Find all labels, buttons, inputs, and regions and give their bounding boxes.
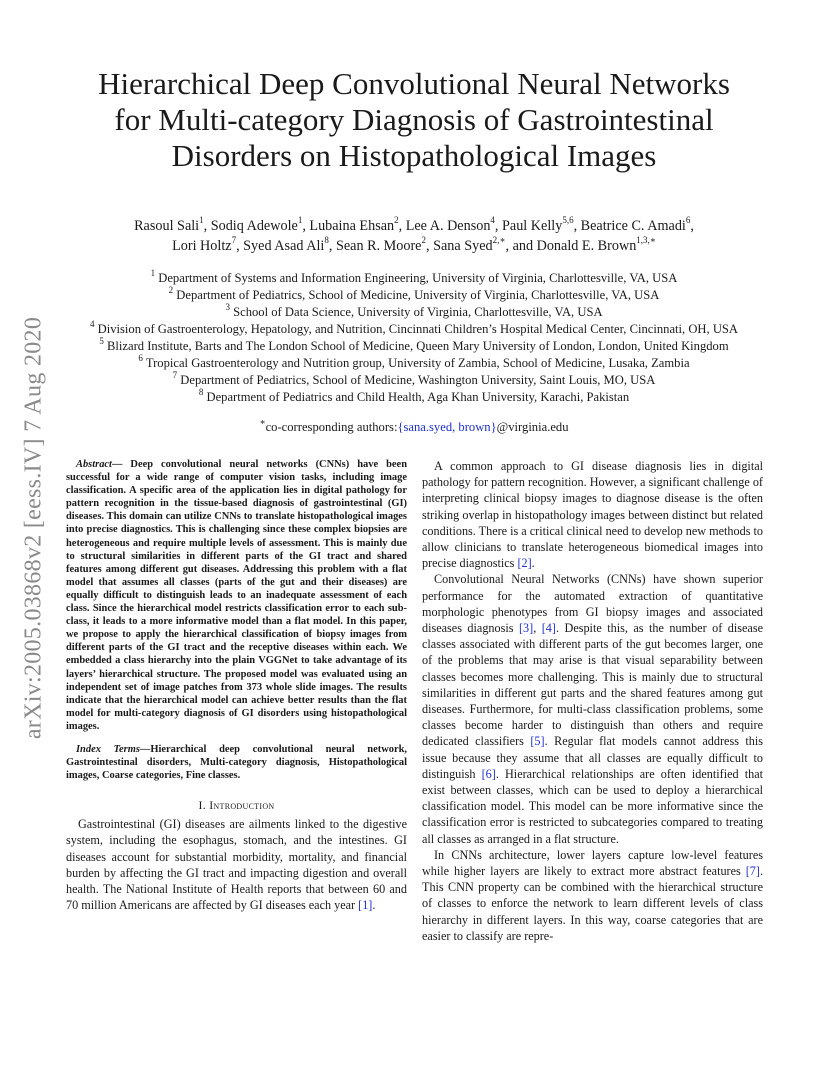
- paragraph-text: Gastrointestinal (GI) diseases are ailments linked to the digestive system, including the esophagus, stomach, and the intestines. GI diseases account for substantial morbidity, mortality, and financial burden by affecting the GI tract and impacting digestion and overall health. The National Institute of Health reports that between 60 and 70 million Americans are affected by GI diseases each year: [66, 817, 407, 913]
- paragraph-text: A common approach to GI disease diagnosis lies in digital pathology for pattern recognition. However, a significant challenge of interpreting clinical biopsy images to diagnose disease is the often striking overlap in histopathology images between distinct but related conditions. There is a critical clinical need to develop new methods to allow clinicians to translate heterogeneous biomedical images into precise diagnostics: [422, 459, 763, 571]
- paragraph-text: . This CNN property can be combined with the hierarchical structure of classes to enforce the network to learn different levels of class hierarchy in different layers. In this way, coarse categories that are easier to classify are repre-: [422, 864, 763, 943]
- affiliation-marker: 1: [199, 215, 204, 226]
- citation-link[interactable]: [1]: [358, 898, 373, 913]
- arxiv-identifier[interactable]: arXiv:2005.03868v2 [eess.IV] 7 Aug 2020: [20, 316, 47, 740]
- email-link-syed[interactable]: sana.syed: [403, 420, 453, 434]
- corresponding-label: co-corresponding authors:: [265, 420, 398, 434]
- paragraph-text: . Despite this, as the number of disease classes associated with different parts of the gut becomes larger, one of the problems that may arise is that visual separability between classes becomes more challenging. This is mainly due to structural similarities in different gut parts and the shared features among gut diseases. Furthermore, for multi-class classification problems, some classes become harder to distinguish than others and require dedicated classifiers: [422, 621, 763, 749]
- author-name: Sodiq Adewole: [210, 218, 298, 234]
- affiliation-item: [40, 318, 788, 338]
- abstract-text: — Deep convolutional neural networks (CNNs) have been successful for a wide range of computer vision tasks, including image classification. A specific area of the application lies in digital pathology for pattern recognition in the tissue-based diagnosis of gastrointestinal (GI) diseases. This domain can utilize CNNs to translate histopathological images into precise diagnostics. This is challenging since these complex biopsies are heterogeneous and require multiple levels of assessment. This is mainly due to structural similarities in different parts of the GI tract and shared features among different gut diseases. Addressing this problem with a flat model that assumes all classes (parts of the gut and their diseases) are equally difficult to distinguish leads to an inadequate assessment of each class. Since the hierarchical model restricts classification error to each sub-class, it leads to a more informative model than a flat model. In this paper, we propose to apply the hierarchical classification of biopsy images from different parts of the GI tract and the receptive diseases within each. We embedded a class hierarchy into the plain VGGNet to take advantage of its layers’ hierarchical structure. The proposed model was evaluated using an independent set of image patches from 373 whole slide images. The results indicate that the hierarchical model can achieve better results than the flat model for multi-category diagnosis of GI disorders using histopathological images.: [66, 459, 407, 732]
- affiliation-number: 3: [225, 301, 230, 312]
- affiliation-item: [40, 284, 788, 304]
- affiliation-item: [40, 267, 788, 287]
- citation-link[interactable]: [7]: [745, 864, 760, 879]
- paragraph-text: ,: [533, 621, 542, 636]
- affiliation-text: Division of Gastroenterology, Hepatology, and Nutrition, Cincinnati Children’s Hospital Medical Center, Cincinnati, OH, USA: [97, 322, 739, 336]
- paragraph-text: In CNNs architecture, lower layers capture low-level features while higher layers are likely to extract more abstract features: [422, 847, 763, 879]
- author-line: Rasoul Sali$^1$, Sodiq Adewole$^1$, Lubaina Ehsan$^2$, Lee A. Denson$^4$, Paul Kelly$^{5,6}$, Beatrice C. Amadi$^6$,: [134, 215, 694, 234]
- affiliation-text: Department of Systems and Information Engineering, University of Virginia, Charlottesville, VA, USA: [158, 271, 678, 285]
- paragraph-text: .: [372, 898, 376, 913]
- affiliation-number: 2: [168, 284, 174, 295]
- author-name: Lee A. Denson: [405, 218, 491, 234]
- section-heading-introduction: [66, 798, 407, 813]
- index-terms: [66, 743, 407, 782]
- author-name: Sana Syed: [433, 238, 493, 254]
- affiliation-marker: 6: [685, 215, 691, 226]
- title-line: Hierarchical Deep Convolutional Neural Networks: [98, 66, 730, 101]
- affiliation-text: School of Data Science, University of Virginia, Charlottesville, VA, USA: [233, 305, 603, 319]
- affiliation-number: 6: [138, 352, 143, 363]
- email-link-brown[interactable]: brown: [458, 420, 491, 434]
- email-separator: ,: [452, 420, 459, 434]
- affiliation-number: 7: [172, 369, 178, 380]
- section-numeral: I.: [198, 798, 210, 813]
- affiliation-marker: 2: [421, 235, 426, 246]
- affiliation-item: [40, 369, 788, 389]
- affiliation-number: 5: [99, 335, 104, 346]
- author-name: Syed Asad Ali: [243, 238, 325, 254]
- affiliation-number: 4: [89, 318, 95, 329]
- body-paragraph: [422, 571, 763, 846]
- paragraph-text: . Regular flat models cannot address this issue because they assume that all classes are equally difficult to distinguish: [422, 734, 763, 781]
- affiliation-item: [40, 386, 788, 406]
- affiliation-text: Department of Pediatrics, School of Medicine, University of Virginia, Charlottesville, VA, USA: [176, 288, 660, 302]
- title-line: for Multi-category Diagnosis of Gastrointestinal: [114, 102, 714, 137]
- author-name: Lori Holtz: [172, 238, 232, 254]
- index-terms-label: Index Terms: [76, 743, 140, 755]
- author-line: Lori Holtz$^7$, Syed Asad Ali$^8$, Sean R. Moore$^2$, Sana Syed$^{2,∗}$, and Donald E. Brown$^{1,3,∗}$: [172, 235, 656, 254]
- affiliation-marker: 8: [324, 235, 329, 246]
- email-brace: }: [490, 420, 497, 434]
- corresponding-marker: ∗: [259, 416, 266, 427]
- affiliation-text: Blizard Institute, Barts and The London School of Medicine, Queen Mary University of London, London, United Kingdom: [107, 339, 729, 353]
- abstract: [66, 458, 407, 733]
- citation-link[interactable]: [5]: [530, 734, 545, 749]
- affiliation-number: 8: [198, 386, 204, 397]
- author-list: [80, 216, 748, 256]
- paragraph-text: Convolutional Neural Networks (CNNs) have shown superior performance for the automated extraction of quantitative morphologic phenotypes from GI biopsy images and associated diseases diagnosis: [422, 572, 763, 636]
- affiliation-marker: 2: [394, 215, 399, 226]
- intro-paragraph: [66, 816, 407, 913]
- affiliation-marker: 4: [490, 215, 495, 226]
- affiliation-text: Department of Pediatrics, School of Medicine, Washington University, Saint Louis, MO, USA: [180, 373, 656, 387]
- corresponding-authors: [60, 416, 768, 435]
- left-column: [66, 458, 407, 913]
- author-name: Sean R. Moore: [335, 238, 422, 254]
- author-name: Lubaina Ehsan: [309, 218, 395, 234]
- citation-link[interactable]: [4]: [541, 621, 556, 636]
- author-name: Paul Kelly: [502, 218, 563, 234]
- body-paragraph: [422, 847, 763, 944]
- affiliation-item: [40, 301, 788, 321]
- index-terms-text: —Hierarchical deep convolutional neural network, Gastrointestinal disorders, Multi-category diagnosis, Histopathological images, Coarse categories, Fine classes.: [66, 743, 408, 782]
- affiliation-item: [40, 335, 788, 355]
- affiliation-item: [40, 352, 788, 372]
- affiliation-marker: 2,∗: [492, 235, 506, 246]
- citation-link[interactable]: [3]: [518, 621, 534, 636]
- affiliation-marker: 1,3,∗: [636, 235, 656, 246]
- paragraph-text: .: [531, 556, 535, 571]
- author-name: Rasoul Sali: [134, 218, 200, 234]
- author-name: Beatrice C. Amadi: [580, 218, 686, 234]
- affiliation-text: Tropical Gastroenterology and Nutrition group, University of Zambia, School of Medicine, Lusaka, Zambia: [145, 356, 690, 370]
- affiliation-list: [40, 267, 788, 406]
- email-brace: {: [397, 420, 404, 434]
- abstract-label: Abstract: [76, 459, 112, 470]
- affiliation-marker: 5,6: [562, 215, 574, 226]
- body-paragraph: [422, 458, 763, 571]
- section-title: Introduction: [209, 798, 275, 813]
- affiliation-marker: 1: [297, 215, 303, 226]
- paper-title: [60, 66, 768, 174]
- affiliation-text: Department of Pediatrics and Child Health, Aga Khan University, Karachi, Pakistan: [206, 390, 630, 404]
- affiliation-marker: 7: [231, 235, 237, 246]
- citation-link[interactable]: [2]: [517, 556, 532, 571]
- author-name: and Donald E. Brown: [512, 238, 637, 254]
- email-domain: @virginia.edu: [496, 420, 569, 434]
- title-line: Disorders on Histopathological Images: [171, 138, 657, 173]
- citation-link[interactable]: [6]: [481, 766, 496, 781]
- right-column: [422, 458, 763, 944]
- affiliation-number: 1: [150, 267, 156, 278]
- paragraph-text: . Hierarchical relationships are often identified that exist between classes, which can be used to deploy a hierarchical classification model. This model can be more informative since the classification error is restricted to subcategories compared to treating all classes as arranged in a flat structure.: [422, 766, 763, 846]
